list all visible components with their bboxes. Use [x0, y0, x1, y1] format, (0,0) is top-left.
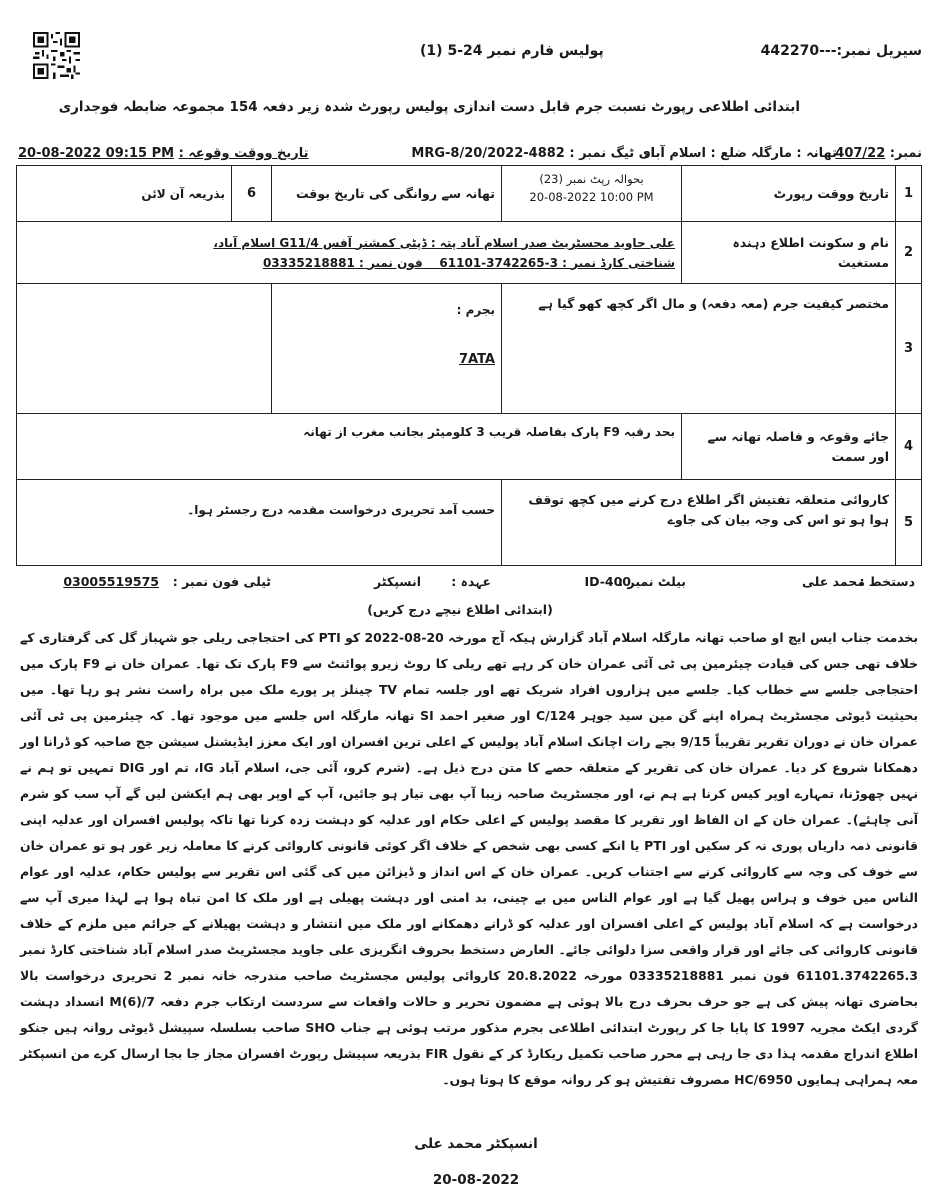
serial-number: سیریل نمبر:---442270 [760, 43, 922, 59]
report-reference: بحوالہ رپٹ نمبر (23) 20-08-2022 10:00 PM [502, 166, 682, 222]
row-number-6: 6 [232, 166, 272, 222]
row-number-5: 5 [896, 480, 922, 566]
district: ضلع : اسلام آباد [643, 146, 747, 161]
row-number-2: 2 [896, 222, 922, 284]
form-row-4 [17, 414, 922, 480]
form-row-3 [17, 284, 922, 414]
belt-label: بیلٹ نمبر : [618, 574, 686, 589]
rank-value: انسپکٹر [374, 574, 421, 589]
form-row-1 [17, 166, 922, 222]
investigation-action-label: کاروائی متعلقہ تفتیش اگر اطلاع درج کرنے میں کچھ توقف ہوا ہو تو اس کی وجہ بیان کی جاوے [502, 480, 896, 566]
rank-label: عہدہ : [451, 574, 491, 589]
belt-number: ID-400 [584, 574, 631, 589]
sign-label: دستخط : [859, 574, 915, 589]
qr-code-icon [33, 32, 80, 79]
departure-mode: بذریعہ آن لائن [17, 166, 232, 222]
crime-section: بجرم : 7ATA [272, 284, 502, 414]
eitag-number: ای ٹیگ نمبر : MRG-8/20/2022-4882 [411, 146, 655, 161]
narrative-header: (ابتدائی اطلاع نیچے درج کریں) [367, 602, 553, 617]
officer-phone: 03005519575 [63, 574, 159, 589]
occurrence-place: بحد رقبہ F9 پارک بفاصلہ قریب 3 کلومیٹر بجانب مغرب از تھانہ [17, 414, 682, 480]
fir-number: نمبر: 407/22 [835, 146, 922, 161]
occurrence-datetime: تاریخ ووقت وقوعہ : 20-08-2022 09:15 PM [18, 146, 309, 161]
crime-description-label: مختصر کیفیت جرم (معہ دفعہ) و مال اگر کچھ کھو گیا ہے [502, 284, 896, 414]
officer-signature-row [16, 574, 921, 598]
investigation-action: حسب آمد تحریری درخواست مقدمہ درج رجسٹر ہوا۔ [17, 480, 502, 566]
police-form-number: پولیس فارم نمبر 24-5 (1) [420, 43, 604, 59]
complainant-label: نام و سکونت اطلاع دہندہ مستغیث [682, 222, 896, 284]
phone-label: ٹیلی فون نمبر : [172, 574, 271, 589]
document-title: ابتدائی اطلاعی رپورٹ نسبت جرم قابل دست اندازی پولیس رپورٹ شدہ زیر دفعہ 154 مجموعہ ضابطہ فوجداری [58, 99, 800, 115]
form-row-5 [17, 480, 922, 566]
row-number-3: 3 [896, 284, 922, 414]
narrative-text: بخدمت جناب ایس ایچ او صاحب تھانہ مارگلہ اسلام آباد گزارش ہیکہ آج مورخہ 20-08-2022 کو PTI کی احتجاجی ریلی جو شہباز گل کی گرفتاری کے خلاف تھی جس کی قیادت چیئرمین پی ٹی آئی عمران خان کر رہے تھے ریلی کا روٹ زیرو پوائنٹ سے F9 پارک تک تھا۔ عمران خان نے F9 پارک میں احتجاجی جلسے سے خطاب کیا۔ جلسے میں ہزاروں افراد شریک تھے اور جلسہ تمام TV چینلز پر پورے ملک میں براہ راست نشر ہو رہا تھا۔ میں بحیثیت ڈیوٹی مجسٹریٹ ہمراہ اپنے گن مین سید جوہر 124/C اور صغیر احمد SI تھانہ مارگلہ اس جلسے میں موجود تھا۔ کہ چیئرمین پی ٹی آئی عمران خان نے دوران تقریر تقریباً 9/15 بجے رات اچانک اسلام آباد پولیس کے اعلی ترین افسران اور ایک معزز ایڈیشنل سیشن جج صاحبہ کو ڈرانا اور دھمکانا شروع کر دیا۔ عمران خان کی تقریر کے متعلقہ حصے کا متن درج ذیل ہے۔ (شرم کرو، آئی جی، اسلام آباد IG، تم اور DIG تمہیں تو ہم نے نہیں چھوڑنا، تمہارے اوپر کیس کرنا ہے ہم نے، اور مجسٹریٹ صاحبہ زیبا آپ بھی تیار ہو جائیں، آپ کے اوپر بھی ہم ایکشن لیں گے آپ سب کو شرم آنی چاہئے)۔ عمران خان کے ان الفاظ اور تقریر کا مقصد پولیس کے اعلی حکام اور عدلیہ کو دہشت زدہ کرنا تھا تاکہ پولیس افسران اور عدلیہ اپنی قانونی ذمہ داریاں پوری نہ کر سکیں اور PTI یا انکے کسی بھی شخص کے خلاف اگر کوئی قانونی کاروائی کرنے کا معاملہ زیر غور ہو تو عمران خان سے خوف کی وجہ سے کاروائی کرنے سے اجتناب کریں۔ عمران خان کے اس انداز و ڈیزائن میں کی گئی اس تقریر سے پولیس حکام، عدلیہ اور عوام الناس میں خوف و ہراس پھیل گیا ہے اور عوام الناس میں بے چینی، بد امنی اور دہشت پھیلی ہے اور ملک کا امن تباہ ہوا ہے لہذا میری آپ سے درخواست ہے کہ اسلام آباد پولیس کے اعلی افسران اور عدلیہ کو ڈرانے دھمکانے اور ملک میں انتشار و دہشت پھیلانے کے جرائم میں ملزم کے خلاف قانونی کاروائی کی جائے اور قرار واقعی سزا دلوائی جائے۔ العارض دستخط بحروف انگریزی علی جاوید مجسٹریٹ صدر اسلام آباد شناختی کارڈ نمبر 61101.3742265.3 فون نمبر 03335218881 مورخہ 20.8.2022 کاروائی پولیس مجسٹریٹ صاحب مندرجہ خانہ نمبر 2 تحریری درخواست بالا بحاضری تھانہ پیش کی ہے جو حرف بحرف درج بالا ہوئی ہے مضمون تحریر و حالات واقعات سے سردست ارتکاب جرم دفعہ 7/(6)M انسداد دہشت گردی ایکٹ مجریہ 1997 کا پایا جا کر رپورٹ ابتدائی اطلاعی بجرم مذکور مرتب ہوئی ہے جناب SHO صاحب بسلسلہ سپیشل ڈیوٹی روانہ ہیں جنکو اطلاع اندراج مقدمہ ہذا دی جا رہی ہے محرر صاحب تکمیل ریکارڈ کر کے نقول FIR بذریعہ سپیشل رپورٹ افسران مجاز جا بجا ارسال کرے من انسپکٹر معہ ہمراہی ہمایوں HC/6950 مصروف تفتیش ہو کر روانہ موقع کا ہوتا ہوں۔ [20, 630, 919, 1087]
footer-date: 20-08-2022 [432, 1172, 520, 1188]
report-datetime-label: تاریخ ووقت رپورٹ [682, 166, 896, 222]
row-number-4: 4 [896, 414, 922, 480]
police-station: تھانہ : مارگلہ [751, 146, 837, 161]
fir-form-table [16, 165, 922, 566]
row-number-1: 1 [896, 166, 922, 222]
footer-officer-title: انسپکٹر محمد علی [414, 1136, 538, 1152]
complainant-details: علی جاوید مجسٹریٹ صدر اسلام آباد پتہ : ڈپٹی کمشنر آفس G11/4 اسلام آباد، شناختی کارڈ نمبر : 61101-3742265-3 فون نمبر : 03335218881 [17, 222, 682, 284]
form-row-2 [17, 222, 922, 284]
officer-name: محمد علی [802, 574, 865, 589]
departure-label: تھانہ سے روانگی کی تاریخ بوقت [272, 166, 502, 222]
occurrence-place-label: جائے وقوعہ و فاصلہ تھانہ سے اور سمت [682, 414, 896, 480]
